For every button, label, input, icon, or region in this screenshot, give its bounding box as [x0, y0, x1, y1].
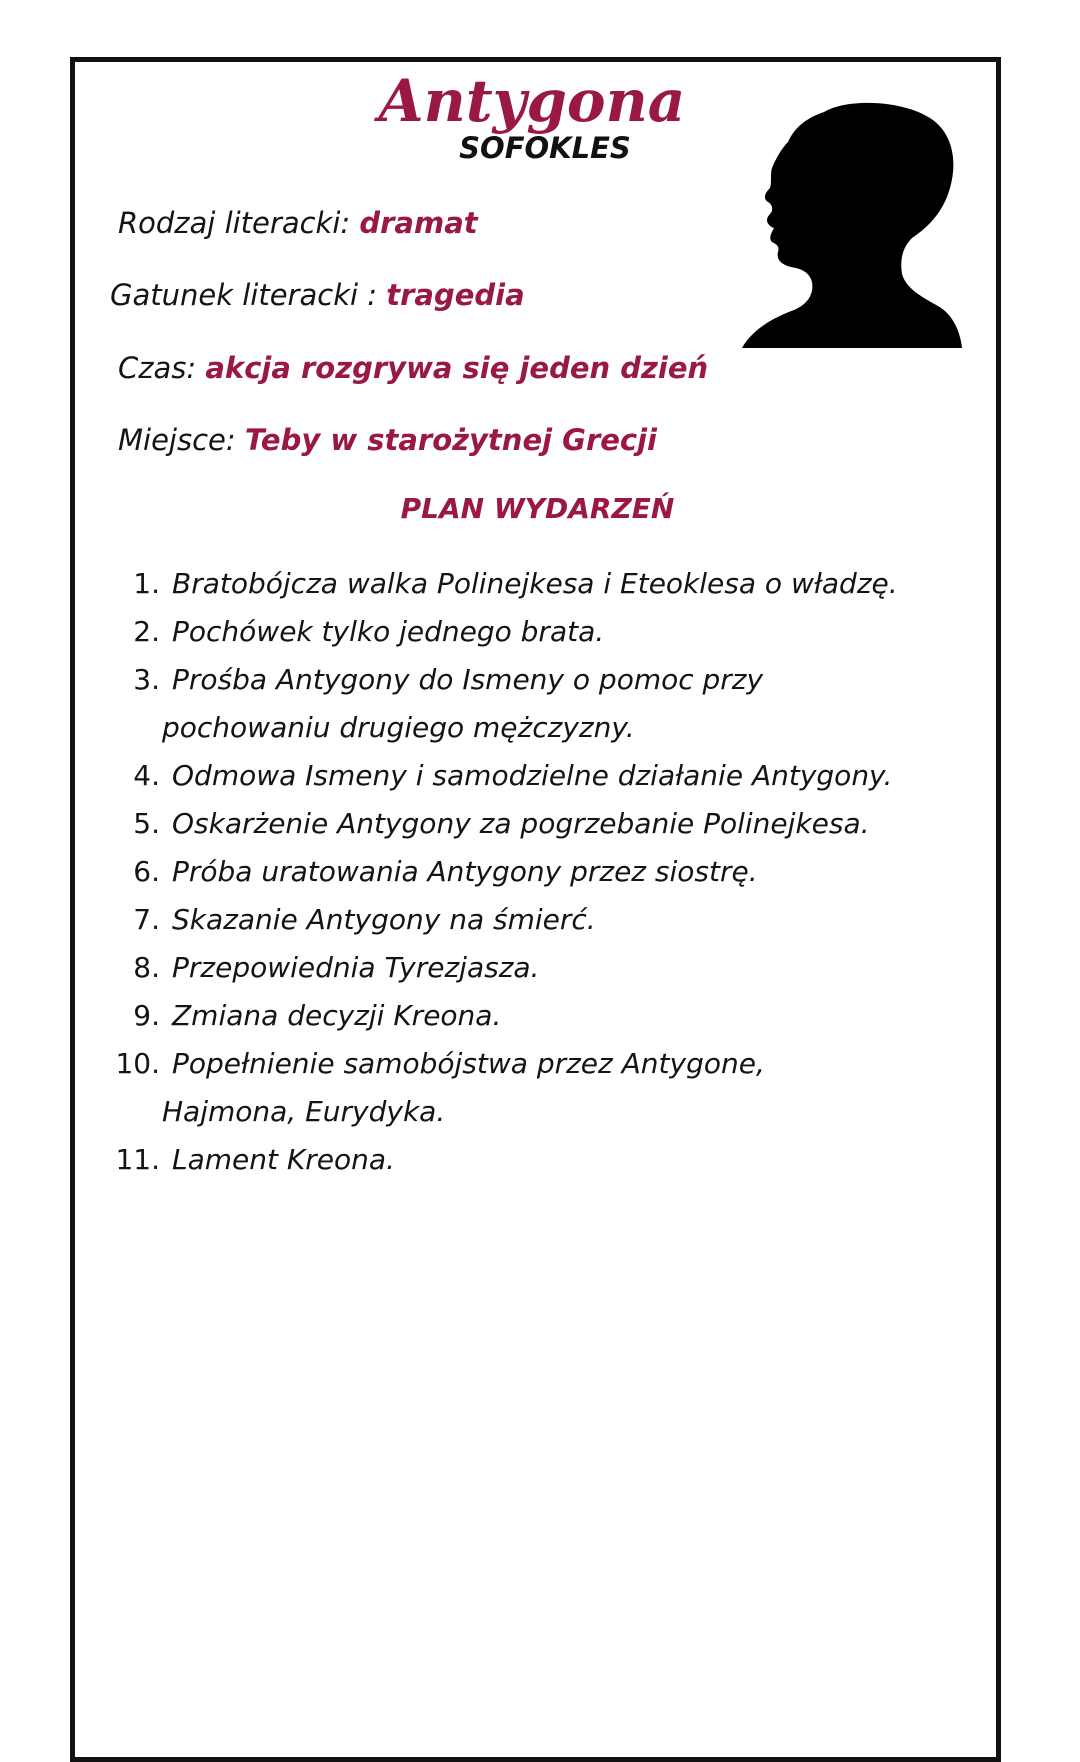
plan-item-text: Oskarżenie Antygony za pogrzebanie Polinejkesa. — [172, 807, 870, 840]
woman-silhouette-icon — [742, 98, 962, 348]
plan-item-number: 8. — [133, 951, 160, 984]
plan-item — [110, 992, 1010, 1040]
plan-item — [110, 1040, 1010, 1136]
fact-time-value: akcja rozgrywa się jeden dzień — [205, 351, 709, 385]
plan-item-text: Przepowiednia Tyrezjasza. — [172, 951, 540, 984]
plan-item — [110, 752, 1010, 800]
fact-place-label: Miejsce: — [118, 423, 245, 457]
plan-item-number: 4. — [133, 759, 160, 792]
plan-item-number: 11. — [115, 1143, 160, 1176]
plan-list — [110, 560, 1010, 1184]
plan-item — [110, 1136, 1010, 1184]
fact-genre — [118, 204, 478, 242]
plan-item-number: 1. — [133, 567, 160, 600]
plan-item-text: Bratobójcza walka Polinejkesa i Eteoklesa o władzę. — [172, 567, 898, 600]
fact-type-value: tragedia — [386, 278, 525, 312]
fact-place-value: Teby w starożytnej Grecji — [244, 423, 657, 457]
plan-item-number: 2. — [133, 615, 160, 648]
plan-item-text: Skazanie Antygony na śmierć. — [172, 903, 596, 936]
plan-item — [110, 656, 1010, 752]
page-title: Antygona — [378, 67, 686, 135]
plan-item-number: 5. — [133, 807, 160, 840]
fact-genre-value: dramat — [359, 206, 478, 240]
plan-item — [110, 608, 1010, 656]
plan-item-text: Popełnienie samobójstwa przez Antygone, — [172, 1047, 765, 1080]
fact-type — [110, 276, 525, 314]
plan-item-number: 7. — [133, 903, 160, 936]
plan-item-text: Próba uratowania Antygony przez siostrę. — [172, 855, 758, 888]
plan-item — [110, 560, 1010, 608]
plan-item — [110, 848, 1010, 896]
plan-item-number: 9. — [133, 999, 160, 1032]
plan-item-number: 6. — [133, 855, 160, 888]
plan-item-text: Lament Kreona. — [172, 1143, 395, 1176]
plan-item-continuation: Hajmona, Eurydyka. — [162, 1095, 446, 1128]
plan-item-text: Pochówek tylko jednego brata. — [172, 615, 605, 648]
plan-item-number: 3. — [133, 663, 160, 696]
plan-heading: PLAN WYDARZEŃ — [400, 492, 675, 525]
fact-genre-label: Rodzaj literacki: — [118, 206, 360, 240]
plan-item-continuation: pochowaniu drugiego mężczyzny. — [162, 711, 635, 744]
fact-place — [118, 421, 657, 459]
plan-item-text: Prośba Antygony do Ismeny o pomoc przy — [172, 663, 764, 696]
fact-type-label: Gatunek literacki : — [110, 278, 387, 312]
fact-time — [118, 349, 708, 387]
author-name: SOFOKLES — [459, 131, 631, 165]
plan-item — [110, 800, 1010, 848]
plan-item-text: Zmiana decyzji Kreona. — [172, 999, 502, 1032]
fact-time-label: Czas: — [118, 351, 206, 385]
plan-item — [110, 944, 1010, 992]
plan-item-number: 10. — [115, 1047, 160, 1080]
plan-item-text: Odmowa Ismeny i samodzielne działanie Antygony. — [172, 759, 893, 792]
plan-item — [110, 896, 1010, 944]
